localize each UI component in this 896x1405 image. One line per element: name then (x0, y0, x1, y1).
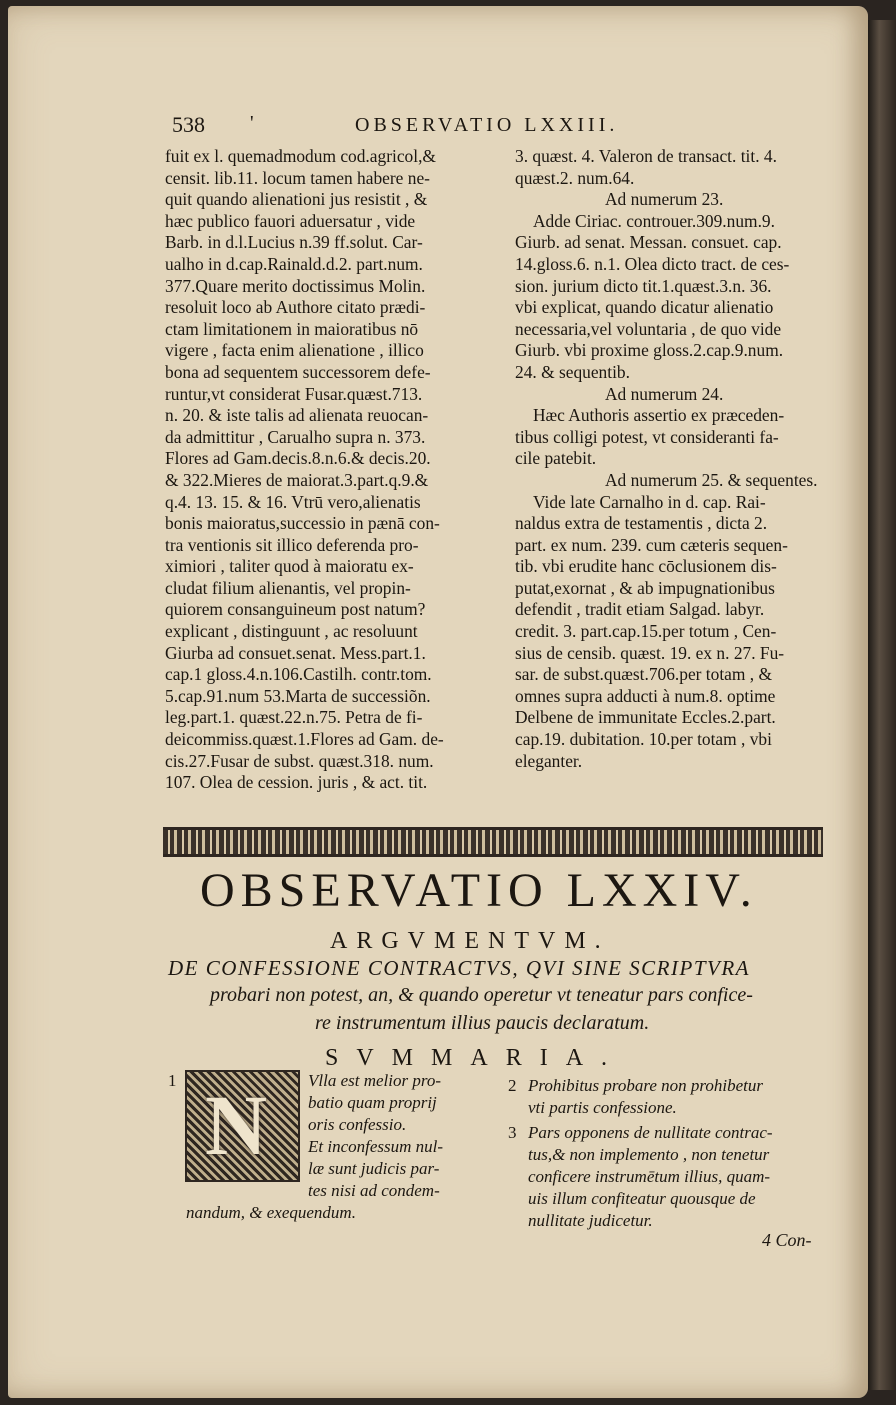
summary-line: conficere instrumētum illius, quam- (528, 1167, 771, 1186)
text-line: q.4. 13. 15. & 16. Vtrū vero,alienatis (165, 491, 421, 512)
text-line: omnes supra adducti à num.8. optime (515, 685, 776, 706)
decorated-initial (185, 1070, 300, 1182)
text-line: quit quando alienationi jus resistit , & (165, 189, 428, 210)
text-line: Ad numerum 23. (605, 189, 724, 210)
text-line: Giurba ad consuet.senat. Mess.part.1. (165, 642, 426, 663)
argument-line-1: DE CONFESSIONE CONTRACTVS, QVI SINE SCRIPTVRA (168, 956, 750, 980)
text-line: explicant , distinguunt , ac resoluunt (165, 621, 418, 642)
text-line: runtur,vt considerat Fusar.quæst.713. (165, 383, 423, 404)
text-line: 3. quæst. 4. Valeron de transact. tit. 4. (515, 146, 777, 166)
text-line: Hæc Authoris assertio ex præceden- (533, 405, 785, 426)
text-line: Giurb. vbi proxime gloss.2.cap.9.num. (515, 340, 784, 361)
text-line: putat,exornat , & ab impugnationibus (515, 577, 775, 598)
text-line: tib. vbi erudite hanc cōclusionem dis- (515, 556, 777, 577)
text-line: 5.cap.91.num 53.Marta de successiõn. (165, 685, 431, 706)
text-line: naldus extra de testamentis , dicta 2. (515, 513, 768, 534)
summary-line: Pars opponens de nullitate contrac- (528, 1123, 773, 1142)
summary-line: Prohibitus probare non prohibetur (528, 1076, 764, 1095)
text-line: cile patebit. (515, 448, 597, 469)
text-line: Delbene de immunitate Eccles.2.part. (515, 707, 776, 728)
summaria-heading: SVMMARIA. (325, 1045, 626, 1071)
text-line: vigere , facta enim alienatione , illico (165, 340, 424, 361)
summary-line: tus,& non implemento , non tenetur (528, 1145, 770, 1164)
header-mark: ' (250, 112, 254, 134)
argument-line-2: probari non potest, an, & quando operetur vt teneatur pars confice- (210, 984, 753, 1006)
text-line: eleganter. (515, 750, 583, 771)
adjacent-page-edge (868, 20, 896, 1390)
text-line: hæc publico fauori aduersatur , vide (165, 210, 416, 231)
page-number: 538 (172, 112, 205, 137)
summary-line: oris confessio. (308, 1115, 407, 1134)
text-line: necessaria,vel voluntaria , de quo vide (515, 318, 782, 339)
text-line: Giurb. ad senat. Messan. consuet. cap. (515, 232, 782, 253)
text-line: sius de censib. quæst. 19. ex n. 27. Fu- (515, 642, 785, 663)
ornamental-band (163, 827, 823, 857)
text-line: Barb. in d.l.Lucius n.39 ff.solut. Car- (165, 232, 423, 253)
summary-line: vti partis confessione. (528, 1098, 677, 1117)
text-line: Vide late Carnalho in d. cap. Rai- (533, 491, 766, 512)
text-line: ximiori , taliter quod à maioratu ex- (165, 556, 414, 577)
text-line: part. ex num. 239. cum cæteris sequen- (515, 534, 788, 555)
summary-item-1 (186, 1070, 444, 1224)
text-line: 24. & sequentib. (515, 361, 630, 382)
text-line: resoluit loco ab Authore citato prædi- (165, 297, 426, 318)
text-line: tra ventionis sit illico deferenda pro- (165, 534, 419, 555)
text-line: ctam limitationem in maioratibus nō (165, 318, 419, 339)
summary-line: Et inconfessum nul- (308, 1137, 444, 1156)
text-line: leg.part.1. quæst.22.n.75. Petra de fi- (165, 707, 423, 728)
text-line: Flores ad Gam.decis.8.n.6.& decis.20. (165, 448, 431, 469)
running-title: OBSERVATIO LXXIII. (355, 114, 619, 136)
catchword: 4 Con- (762, 1230, 812, 1250)
text-line: tibus colligi potest, vt consideranti fa- (515, 426, 779, 447)
summary-item-3 (528, 1122, 773, 1232)
text-line: quiorem consanguineum post natum? (165, 599, 426, 620)
text-line: da admittitur , Carualho supra n. 373. (165, 426, 426, 447)
text-line: sion. jurium dicto tit.1.quæst.3.n. 36. (515, 275, 772, 296)
text-line: 107. Olea de cession. juris , & act. tit. (165, 772, 428, 793)
text-line: 14.gloss.6. n.1. Olea dicto tract. de ces- (515, 253, 790, 274)
argument-line-3: re instrumentum illius paucis declaratum. (315, 1012, 650, 1034)
text-line: quæst.2. num.64. (515, 167, 635, 188)
text-line: censit. lib.11. locum tamen habere ne- (165, 167, 430, 188)
text-line: cap.19. dubitation. 10.per totam , vbi (515, 729, 772, 750)
text-line: fuit ex l. quemadmodum cod.agricol,& (165, 146, 436, 166)
text-line: sar. de subst.quæst.706.per totam , & (515, 664, 772, 685)
text-line: deicommiss.quæst.1.Flores ad Gam. de- (165, 729, 444, 750)
argument-heading: ARGVMENTVM. (330, 928, 610, 954)
text-line: Adde Ciriac. controuer.309.num.9. (533, 210, 775, 231)
text-line: cis.27.Fusar de subst. quæst.318. num. (165, 750, 434, 771)
summary-line: batio quam proprij (308, 1093, 437, 1112)
text-line: bona ad sequentem successorem defe- (165, 361, 431, 382)
summary-line: nandum, & exequendum. (186, 1203, 356, 1222)
observation-title: OBSERVATIO LXXIV. (200, 864, 758, 917)
summary-number-1: 1 (168, 1071, 177, 1090)
right-text-column (515, 146, 845, 772)
text-line: n. 20. & iste talis ad alienata reuocan- (165, 405, 429, 426)
summary-item-2 (528, 1075, 763, 1119)
text-line: 377.Quare merito doctissimus Molin. (165, 275, 426, 296)
summary-line: uis illum confiteatur quousque de (528, 1189, 756, 1208)
text-line: vbi explicat, quando dicatur alienatio (515, 297, 774, 318)
page-header (160, 110, 850, 142)
summary-line: nullitate judicetur. (528, 1211, 653, 1230)
text-line: cap.1 gloss.4.n.106.Castilh. contr.tom. (165, 664, 432, 685)
text-line: Ad numerum 24. (605, 383, 724, 404)
summary-number-2: 2 (508, 1076, 517, 1095)
text-line: cludat filium alienantis, vel propin- (165, 577, 411, 598)
text-line: Ad numerum 25. & sequentes. (605, 469, 818, 490)
summary-line: læ sunt judicis par- (308, 1159, 440, 1178)
summary-number-3: 3 (508, 1123, 517, 1142)
summary-line: tes nisi ad condem- (308, 1181, 440, 1200)
text-line: bonis maioratus,successio in pænā con- (165, 513, 440, 534)
summary-line: Vlla est melior pro- (308, 1071, 441, 1090)
text-line: & 322.Mieres de maiorat.3.part.q.9.& (165, 469, 429, 490)
left-text-column (165, 146, 485, 794)
initial-letter: N (205, 1077, 268, 1173)
text-line: defendit , tradit etiam Salgad. labyr. (515, 599, 765, 620)
text-line: ualho in d.cap.Rainald.d.2. part.num. (165, 253, 423, 274)
text-line: credit. 3. part.cap.15.per totum , Cen- (515, 621, 777, 642)
